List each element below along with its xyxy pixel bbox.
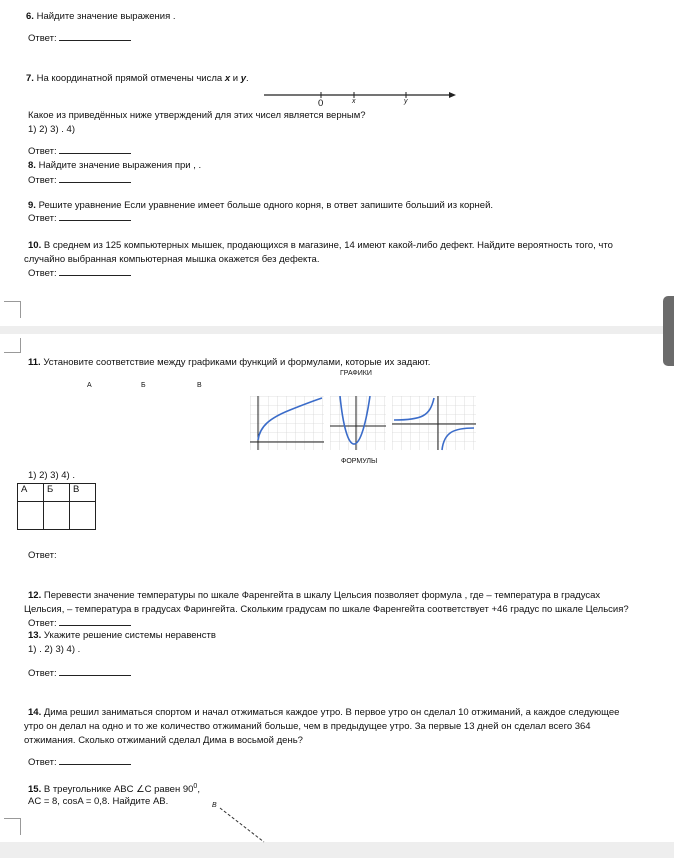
question-12: 12. Перевести значение температуры по шкале Фаренгейта в шкалу Цельсия позволяет формула , где – температура в градусах <box>28 590 601 601</box>
question-6: 6. Найдите значение выражения . <box>26 11 176 22</box>
table-header-a: А <box>18 484 44 502</box>
answer-11: Ответ: <box>28 550 57 561</box>
function-graphs <box>250 396 478 454</box>
page-gap <box>0 326 674 334</box>
question-14-line-2: утро он делал на одно и то же количество отжиманий больше, чем в предыдущее утро. За первые 13 дней он сделал всего 364 <box>24 721 591 732</box>
question-10: 10. В среднем из 125 компьютерных мышек, продающихся в магазине, 14 имеют какой-либо дефект. Найдите вероятность того, что <box>28 240 613 251</box>
question-14-line-3: отжимания. Сколько отжиманий сделал Дима в восьмой день? <box>24 735 303 746</box>
question-11: 11. Установите соответствие между графиками функций и формулами, которые их задают. <box>28 357 431 368</box>
triangle-vertex-b: B <box>212 802 217 809</box>
question-7: 7. На координатной прямой отмечены числа x и y. <box>26 73 249 84</box>
table-cell-a[interactable] <box>18 502 44 530</box>
question-15-line-2: AC = 8, cosA = 0,8. Найдите AB. <box>28 796 169 807</box>
answer-12: Ответ: <box>28 617 131 629</box>
page-corner-mark <box>4 818 21 835</box>
graph-label-a: А <box>87 382 92 389</box>
graphs-label: ГРАФИКИ <box>340 370 372 377</box>
answer-13: Ответ: <box>28 667 131 679</box>
graph-label-c: В <box>197 382 202 389</box>
graph-b <box>330 396 386 450</box>
graph-c <box>392 396 476 450</box>
graph-label-b: Б <box>141 382 146 389</box>
formulas-label: ФОРМУЛЫ <box>341 458 378 465</box>
question-9: 9. Решите уравнение Если уравнение имеет больше одного корня, в ответ запишите больший из корней. <box>28 200 494 211</box>
question-13-options: 1) . 2) 3) 4) . <box>28 644 81 655</box>
question-8: 8. Найдите значение выражения при , . <box>28 160 202 171</box>
question-7-prompt: Какое из приведённых ниже утверждений для этих чисел является верным? <box>28 110 366 121</box>
question-11-options: 1) 2) 3) 4) . <box>28 470 75 481</box>
question-15: 15. В треугольнике ABC ∠C равен $90^0$, <box>28 783 200 796</box>
question-14: 14. Дима решил заниматься спортом и начал отжиматься каждое утро. В первое утро он сделал 10 отжиманий, а каждое следующее <box>28 707 620 718</box>
answer-10: Ответ: <box>28 267 131 279</box>
answer-14: Ответ: <box>28 756 131 768</box>
answer-6: Ответ: <box>28 32 131 44</box>
table-cell-c[interactable] <box>70 502 96 530</box>
question-12-line-2: Цельсия, – температура в градусах Фарингейта. Скольким градусам по шкале Фаренгейта соответствует +46 градус по шкале Цельсия? <box>24 604 629 615</box>
graph-a <box>250 396 324 450</box>
page-gap <box>0 842 674 858</box>
table-header-b: Б <box>44 484 70 502</box>
answer-9: Ответ: <box>28 212 131 224</box>
answer-7: Ответ: <box>28 145 131 157</box>
table-header-c: В <box>70 484 96 502</box>
question-7-options: 1) 2) 3) . 4) <box>28 124 75 135</box>
answer-table <box>17 483 96 530</box>
number-line-x: x <box>352 98 356 105</box>
number-line-y: y <box>404 98 408 105</box>
answer-8: Ответ: <box>28 174 131 186</box>
triangle-figure <box>218 806 268 846</box>
page-corner-mark <box>4 338 21 353</box>
question-10-line-2: случайно выбранная компьютерная мышка окажется без дефекта. <box>24 254 320 265</box>
number-line-zero: 0 <box>318 98 324 109</box>
question-13: 13. Укажите решение системы неравенств <box>28 630 216 641</box>
number-line <box>260 88 460 108</box>
page-corner-mark <box>4 301 21 318</box>
side-panel-tab[interactable] <box>663 296 674 366</box>
table-cell-b[interactable] <box>44 502 70 530</box>
